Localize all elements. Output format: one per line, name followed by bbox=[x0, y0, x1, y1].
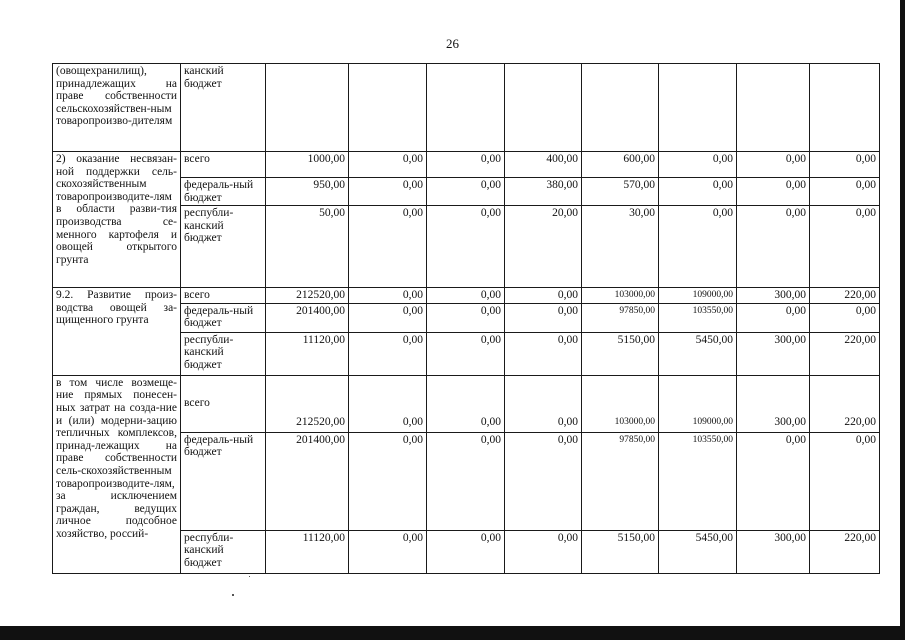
funding-source: всего bbox=[181, 152, 266, 178]
value-cell: 220,00 bbox=[810, 288, 880, 304]
value-cell: 0,00 bbox=[659, 178, 737, 206]
value-cell: 97850,00 bbox=[582, 432, 659, 530]
table-row bbox=[53, 375, 880, 432]
table-row bbox=[53, 152, 880, 178]
value-cell bbox=[427, 64, 505, 152]
value-cell: 220,00 bbox=[810, 332, 880, 375]
value-cell: 5450,00 bbox=[659, 332, 737, 375]
value-cell: 0,00 bbox=[349, 303, 427, 332]
value-cell: 103000,00 bbox=[582, 288, 659, 304]
value-cell: 0,00 bbox=[810, 303, 880, 332]
funding-source: федераль-ный бюджет bbox=[181, 432, 266, 530]
value-cell: 0,00 bbox=[810, 432, 880, 530]
value-cell: 300,00 bbox=[737, 332, 810, 375]
value-cell: 109000,00 bbox=[659, 375, 737, 432]
value-cell: 0,00 bbox=[349, 288, 427, 304]
value-cell: 400,00 bbox=[505, 152, 582, 178]
funding-source: всего bbox=[181, 288, 266, 304]
value-cell: 0,00 bbox=[505, 375, 582, 432]
value-cell: 0,00 bbox=[737, 303, 810, 332]
value-cell: 0,00 bbox=[737, 432, 810, 530]
page-number: 26 bbox=[446, 36, 459, 51]
value-cell bbox=[810, 64, 880, 152]
value-cell: 0,00 bbox=[737, 152, 810, 178]
funding-source: всего bbox=[181, 375, 266, 432]
value-cell: 380,00 bbox=[505, 178, 582, 206]
funding-source: республи-канский бюджет bbox=[181, 332, 266, 375]
value-cell: 0,00 bbox=[349, 375, 427, 432]
value-cell: 212520,00 bbox=[266, 375, 349, 432]
value-cell: 103000,00 bbox=[582, 375, 659, 432]
value-cell: 600,00 bbox=[582, 152, 659, 178]
value-cell: 5150,00 bbox=[582, 530, 659, 573]
value-cell: 220,00 bbox=[810, 530, 880, 573]
value-cell: 300,00 bbox=[737, 288, 810, 304]
row-description: 2) оказание несвязан-ной поддержки сель-скохозяйственным товаропроизводите-лям в области разви-тия производства се-менного картофеля и овощей открытого грунта bbox=[53, 152, 181, 288]
value-cell: 0,00 bbox=[427, 332, 505, 375]
funding-source: федераль-ный бюджет bbox=[181, 178, 266, 206]
value-cell: 0,00 bbox=[427, 152, 505, 178]
value-cell: 0,00 bbox=[427, 178, 505, 206]
scan-edge-right bbox=[900, 0, 905, 640]
value-cell: 5450,00 bbox=[659, 530, 737, 573]
scan-speck bbox=[232, 594, 234, 596]
value-cell: 50,00 bbox=[266, 206, 349, 288]
value-cell: 0,00 bbox=[427, 530, 505, 573]
value-cell: 0,00 bbox=[505, 530, 582, 573]
value-cell: 0,00 bbox=[427, 375, 505, 432]
row-description: (овощехранилищ), принадлежащих на праве собственности сельскохозяйствен-ным товаропроизво-дителям bbox=[53, 64, 181, 152]
value-cell: 300,00 bbox=[737, 530, 810, 573]
value-cell: 212520,00 bbox=[266, 288, 349, 304]
value-cell: 97850,00 bbox=[582, 303, 659, 332]
value-cell: 0,00 bbox=[427, 288, 505, 304]
value-cell: 109000,00 bbox=[659, 288, 737, 304]
value-cell: 1000,00 bbox=[266, 152, 349, 178]
value-cell: 0,00 bbox=[349, 530, 427, 573]
value-cell: 0,00 bbox=[810, 178, 880, 206]
value-cell bbox=[582, 64, 659, 152]
value-cell: 0,00 bbox=[659, 152, 737, 178]
value-cell: 0,00 bbox=[349, 432, 427, 530]
table-row bbox=[53, 288, 880, 304]
value-cell: 950,00 bbox=[266, 178, 349, 206]
value-cell: 0,00 bbox=[737, 178, 810, 206]
value-cell: 0,00 bbox=[427, 303, 505, 332]
value-cell: 11120,00 bbox=[266, 530, 349, 573]
value-cell: 20,00 bbox=[505, 206, 582, 288]
value-cell: 0,00 bbox=[810, 152, 880, 178]
value-cell: 5150,00 bbox=[582, 332, 659, 375]
value-cell: 0,00 bbox=[427, 206, 505, 288]
row-description: в том числе возмеще-ние прямых понесен-ных затрат на созда-ние и (или) модерни-зацию тепличных комплексов, принад-лежащих на праве собственности сель-скохозяйственным товаропроизводите-лям, за исключением граждан, ведущих личное подсобное хозяйство, россий- bbox=[53, 375, 181, 573]
value-cell: 201400,00 bbox=[266, 303, 349, 332]
funding-source: республи-канский бюджет bbox=[181, 530, 266, 573]
value-cell bbox=[349, 64, 427, 152]
value-cell: 0,00 bbox=[659, 206, 737, 288]
value-cell: 0,00 bbox=[737, 206, 810, 288]
value-cell: 0,00 bbox=[427, 432, 505, 530]
value-cell: 0,00 bbox=[349, 332, 427, 375]
funding-source: федераль-ный бюджет bbox=[181, 303, 266, 332]
value-cell bbox=[505, 64, 582, 152]
value-cell: 201400,00 bbox=[266, 432, 349, 530]
value-cell: 0,00 bbox=[505, 288, 582, 304]
value-cell: 0,00 bbox=[505, 432, 582, 530]
value-cell: 0,00 bbox=[349, 178, 427, 206]
value-cell: 300,00 bbox=[737, 375, 810, 432]
scan-speck bbox=[249, 576, 250, 577]
value-cell bbox=[737, 64, 810, 152]
value-cell: 220,00 bbox=[810, 375, 880, 432]
value-cell: 0,00 bbox=[349, 152, 427, 178]
value-cell: 30,00 bbox=[582, 206, 659, 288]
table-row bbox=[53, 64, 880, 152]
value-cell bbox=[659, 64, 737, 152]
value-cell: 0,00 bbox=[505, 303, 582, 332]
scan-edge-bottom bbox=[0, 626, 905, 640]
value-cell: 11120,00 bbox=[266, 332, 349, 375]
budget-table bbox=[52, 63, 880, 574]
value-cell: 570,00 bbox=[582, 178, 659, 206]
value-cell: 0,00 bbox=[810, 206, 880, 288]
value-cell: 103550,00 bbox=[659, 303, 737, 332]
value-cell bbox=[266, 64, 349, 152]
value-cell: 0,00 bbox=[349, 206, 427, 288]
funding-source: республи-канский бюджет bbox=[181, 206, 266, 288]
value-cell: 103550,00 bbox=[659, 432, 737, 530]
row-description: 9.2. Развитие произ-водства овощей за-щищенного грунта bbox=[53, 288, 181, 376]
funding-source: канский бюджет bbox=[181, 64, 266, 152]
value-cell: 0,00 bbox=[505, 332, 582, 375]
